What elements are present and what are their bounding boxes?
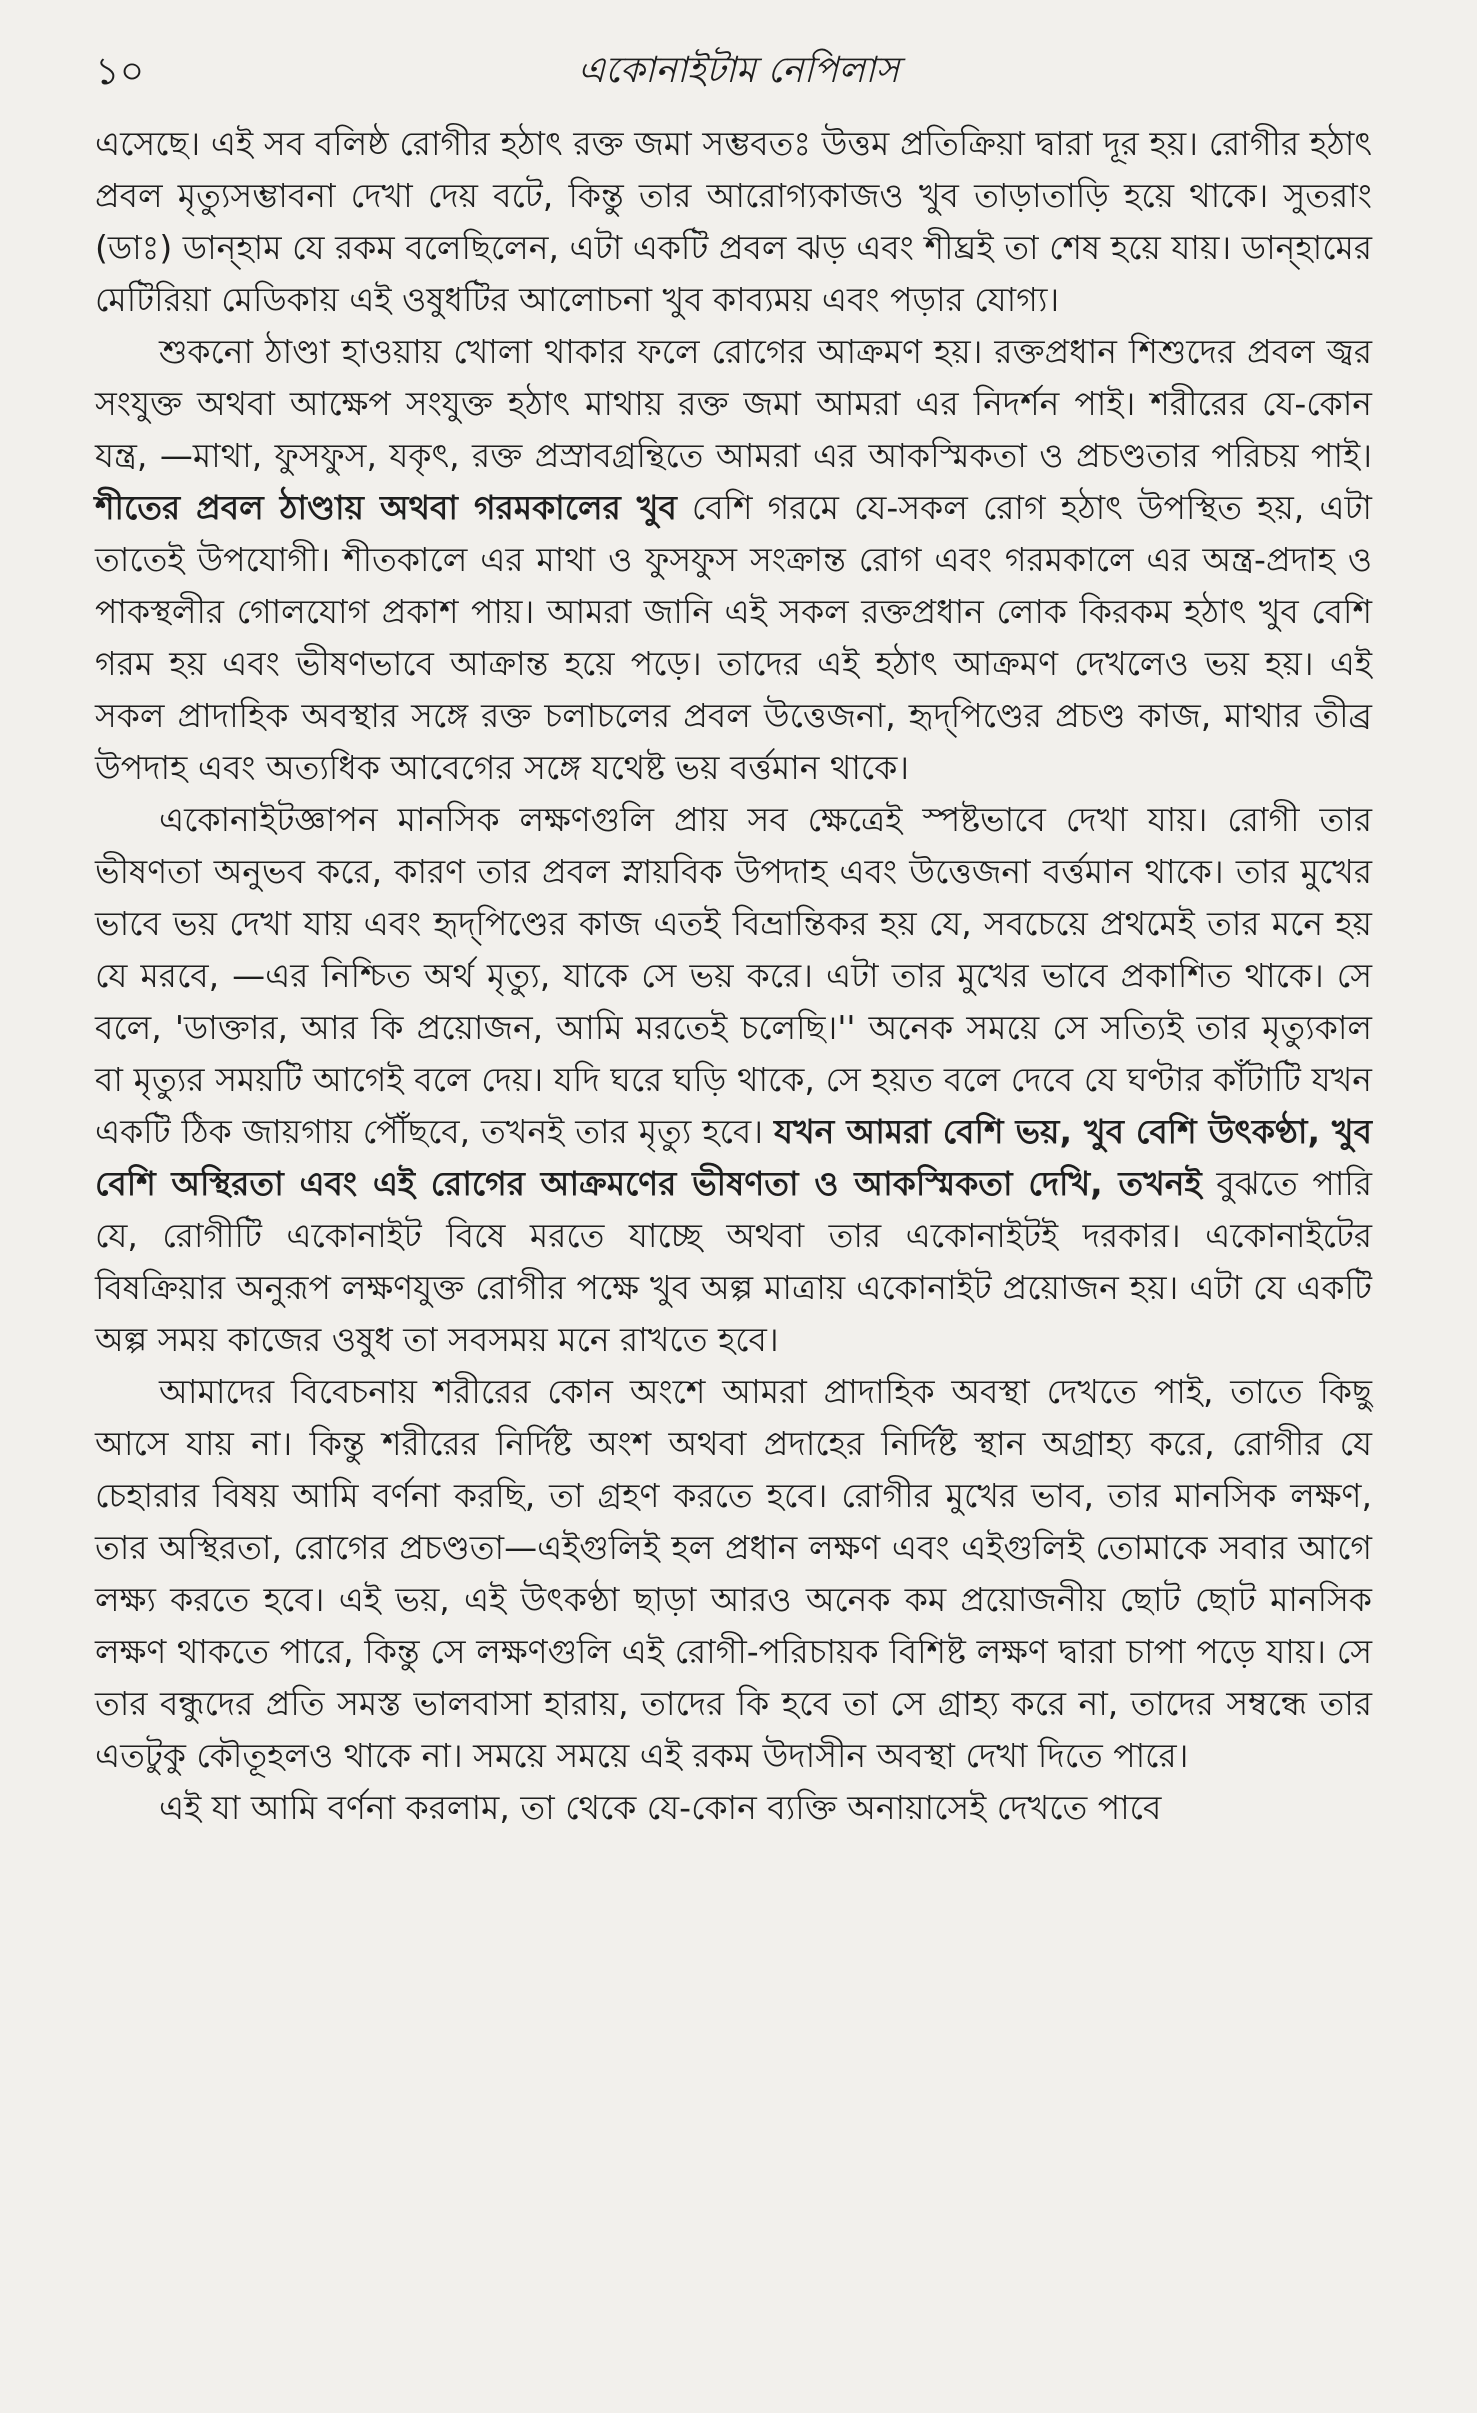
- text-segment: এসেছে। এই সব বলিষ্ঠ রোগীর হঠাৎ রক্ত জমা সম্ভবতঃ উত্তম প্রতিক্রিয়া দ্বারা দূর হয়। রোগীর হঠাৎ প্রবল মৃত্যুসম্ভাবনা দেখা দেয় বটে, কিন্তু তার আরোগ্যকাজও খুব তাড়াতাড়ি হয়ে থাকে। সুতরাং (ডাঃ) ডান্‌হাম যে রকম বলেছিলেন, এটা একটি প্রবল ঝড় এবং শীঘ্রই তা শেষ হয়ে যায়। ডান্‌হামের মেটিরিয়া মেডিকায় এই ওষুধটির আলোচনা খুব কাব্যময় এবং পড়ার যোগ্য।: [95, 124, 1372, 319]
- text-segment: এই যা আমি বর্ণনা করলাম, তা থেকে যে-কোন ব্যক্তি অনায়াসেই দেখতে পাবে: [159, 1788, 1162, 1827]
- running-title: একোনাইটাম নেপিলাস: [577, 50, 900, 91]
- paragraph-3: [95, 794, 1372, 1366]
- page-header: [95, 38, 1382, 100]
- text-segment: শুকনো ঠাণ্ডা হাওয়ায় খোলা থাকার ফলে রোগের আক্রমণ হয়। রক্তপ্রধান শিশুদের প্রবল জ্বর সংযুক্ত অথবা আক্ষেপ সংযুক্ত হঠাৎ মাথায় রক্ত জমা আমরা এর নিদর্শন পাই। শরীরের যে-কোন যন্ত্র, —মাথা, ফুসফুস, যকৃৎ, রক্ত প্রস্রাবগ্রন্থিতে আমরা এর আকস্মিকতা ও প্রচণ্ডতার পরিচয় পাই।: [95, 332, 1372, 475]
- body-text: [95, 118, 1372, 1834]
- paragraph-1: [95, 118, 1372, 326]
- text-segment: একোনাইটজ্ঞাপন মানসিক লক্ষণগুলি প্রায় সব ক্ষেত্রেই স্পষ্টভাবে দেখা যায়। রোগী তার ভীষণতা অনুভব করে, কারণ তার প্রবল স্নায়বিক উপদাহ এবং উত্তেজনা বর্ত্তমান থাকে। তার মুখের ভাবে ভয় দেখা যায় এবং হৃদ্‌পিণ্ডের কাজ এতই বিভ্রান্তিকর হয় যে, সবচেয়ে প্রথমেই তার মনে হয় যে মরবে, —এর নিশ্চিত অর্থ মৃত্যু, যাকে সে ভয় করে। এটা তার মুখের ভাবে প্রকাশিত থাকে। সে বলে, 'ডাক্তার, আর কি প্রয়োজন, আমি মরতেই চলেছি।'' অনেক সময়ে সে সত্যিই তার মৃত্যুকাল বা মৃত্যুর সময়টি আগেই বলে দেয়। যদি ঘরে ঘড়ি থাকে, সে হয়ত বলে দেবে যে ঘণ্টার কাঁটাটি যখন একটি ঠিক জায়গায় পৌঁছবে, তখনই তার মৃত্যু হবে।: [95, 800, 1372, 1151]
- paragraph-2: [95, 326, 1372, 794]
- paragraph-5: [95, 1782, 1372, 1834]
- text-segment: আমাদের বিবেচনায় শরীরের কোন অংশে আমরা প্রাদাহিক অবস্থা দেখতে পাই, তাতে কিছু আসে যায় না। কিন্তু শরীরের নির্দিষ্ট অংশ অথবা প্রদাহের নির্দিষ্ট স্থান অগ্রাহ্য করে, রোগীর যে চেহারার বিষয় আমি বর্ণনা করছি, তা গ্রহণ করতে হবে। রোগীর মুখের ভাব, তার মানসিক লক্ষণ, তার অস্থিরতা, রোগের প্রচণ্ডতা—এইগুলিই হল প্রধান লক্ষণ এবং এইগুলিই তোমাকে সবার আগে লক্ষ্য করতে হবে। এই ভয়, এই উৎকণ্ঠা ছাড়া আরও অনেক কম প্রয়োজনীয় ছোট ছোট মানসিক লক্ষণ থাকতে পারে, কিন্তু সে লক্ষণগুলি এই রোগী-পরিচায়ক বিশিষ্ট লক্ষণ দ্বারা চাপা পড়ে যায়। সে তার বন্ধুদের প্রতি সমস্ত ভালবাসা হারায়, তাদের কি হবে তা সে গ্রাহ্য করে না, তাদের সম্বন্ধে তার এতটুকু কৌতূহলও থাকে না। সময়ে সময়ে এই রকম উদাসীন অবস্থা দেখা দিতে পারে।: [95, 1372, 1372, 1775]
- bold-text-segment: যখন আমরা বেশি ভয়, খুব বেশি উৎকণ্ঠা, খুব বেশি অস্থিরতা এবং এই রোগের আক্রমণের ভীষণতা ও আকস্মিকতা দেখি, তখনই: [95, 1112, 1372, 1203]
- text-segment: বুঝতে পারি যে, রোগীটি একোনাইট বিষে মরতে যাচ্ছে অথবা তার একোনাইটই দরকার। একোনাইটের বিষক্রিয়ার অনুরূপ লক্ষণযুক্ত রোগীর পক্ষে খুব অল্প মাত্রায় একোনাইট প্রয়োজন হয়। এটা যে একটি অল্প সময় কাজের ওষুধ তা সবসময় মনে রাখতে হবে।: [95, 1164, 1372, 1359]
- paragraph-4: [95, 1366, 1372, 1782]
- page-number: ১০: [95, 49, 145, 93]
- bold-text-segment: শীতের প্রবল ঠাণ্ডায় অথবা গরমকালের খুব: [95, 488, 677, 527]
- text-segment: বেশি গরমে যে-সকল রোগ হঠাৎ উপস্থিত হয়, এটা তাতেই উপযোগী। শীতকালে এর মাথা ও ফুসফুস সংক্রান্ত রোগ এবং গরমকালে এর অন্ত্র-প্রদাহ ও পাকস্থলীর গোলযোগ প্রকাশ পায়। আমরা জানি এই সকল রক্তপ্রধান লোক কিরকম হঠাৎ খুব বেশি গরম হয় এবং ভীষণভাবে আক্রান্ত হয়ে পড়ে। তাদের এই হঠাৎ আক্রমণ দেখলেও ভয় হয়। এই সকল প্রাদাহিক অবস্থার সঙ্গে রক্ত চলাচলের প্রবল উত্তেজনা, হৃদ্‌পিণ্ডের প্রচণ্ড কাজ, মাথার তীব্র উপদাহ এবং অত্যধিক আবেগের সঙ্গে যথেষ্ট ভয় বর্ত্তমান থাকে।: [95, 488, 1372, 787]
